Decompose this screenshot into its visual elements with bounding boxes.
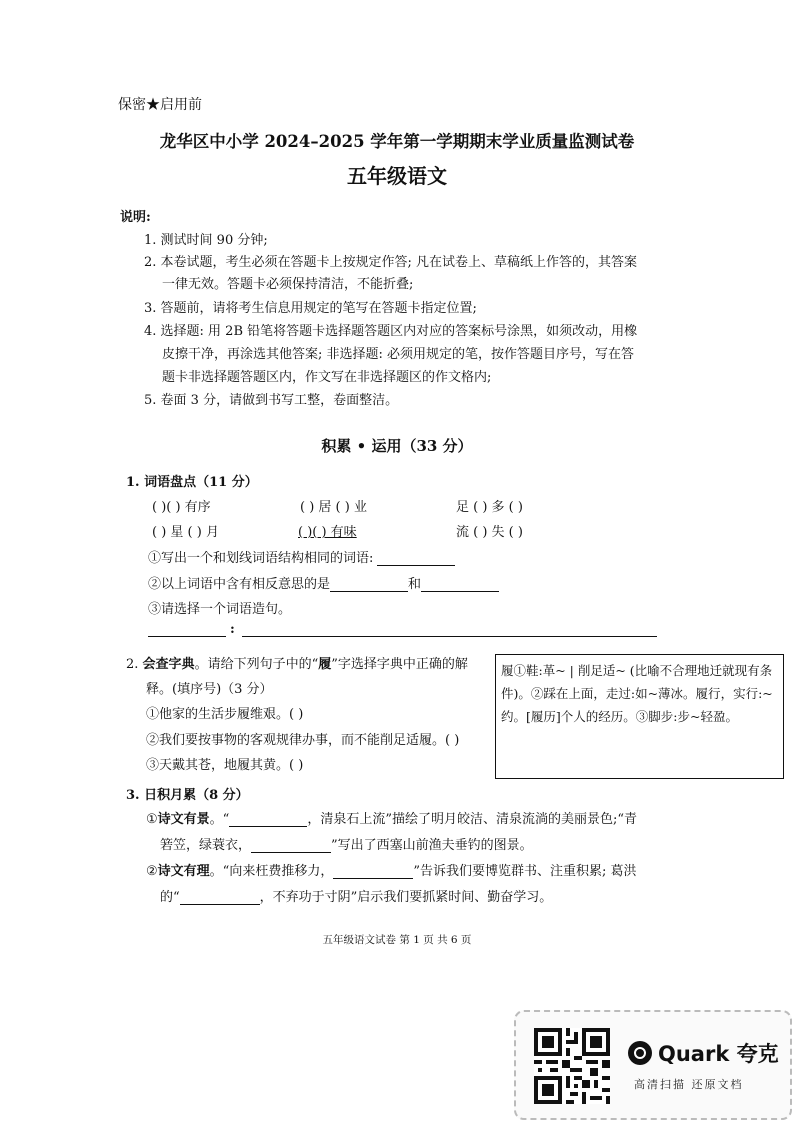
q3-text: ，清泉石上流”描绘了明月皎洁、清泉流淌的美丽景色;“青 — [307, 812, 638, 827]
q1-colon: : — [230, 622, 235, 637]
note-item: 2. 本卷试题，考生必须在答题卡上按规定作答; 凡在试卷上、草稿纸上作答的，其答案 — [144, 255, 638, 270]
q2-sentence: ③天戴其苍，地履其黄。( ) — [146, 758, 304, 773]
note-item: 1. 测试时间 90 分钟; — [144, 233, 268, 248]
note-item: 一律无效。答题卡必须保持清洁，不能折叠; — [162, 277, 414, 292]
q3-text: 。“ — [209, 812, 230, 827]
answer-line — [377, 551, 455, 566]
note-item: 5. 卷面 3 分，请做到书写工整，卷面整洁。 — [144, 393, 399, 408]
q2-sentence: ②我们要按事物的客观规律办事，而不能削足适履。( ) — [146, 733, 460, 748]
q2-char: 履 — [318, 657, 332, 672]
quark-brand: Quark 夸克 — [658, 1042, 779, 1066]
q1-sub1 — [148, 547, 455, 566]
answer-line — [333, 864, 413, 879]
q3-text: ”写出了西塞山前渔夫垂钓的图景。 — [331, 838, 533, 853]
q1-blank: 流 ( ) 失 ( ) — [456, 525, 523, 540]
q1-underlined-word: ( )( ) 有味 — [298, 525, 357, 540]
dictionary-box: 履①鞋:革~ | 削足适~ (比喻不合理地迁就现有条件)。②踩在上面，走过:如~薄冰。履行，实行:~约。[履历]个人的经历。③脚步:步~轻盈。 — [495, 654, 784, 779]
answer-line — [421, 577, 499, 592]
answer-line — [229, 812, 307, 827]
q1-sub1-text: ①写出一个和划线词语结构相同的词语: — [148, 551, 374, 566]
answer-line — [251, 838, 331, 853]
quark-watermark — [514, 1010, 792, 1120]
section-heading: 积累 • 运用（33 分） — [321, 437, 473, 455]
answer-line — [242, 636, 657, 637]
exam-title: 龙华区中小学 2024–2025 学年第一学期期末学业质量监测试卷 — [159, 132, 635, 151]
q1-sub2-text: ②以上词语中含有相反意思的是 — [148, 577, 331, 592]
answer-line — [330, 577, 408, 592]
quark-tagline: 高清扫描 还原文档 — [634, 1078, 744, 1091]
q1-sub2 — [148, 573, 499, 592]
q2-sentence: ①他家的生活步履维艰。( ) — [146, 707, 304, 722]
q1-blank: ( ) 星 ( ) 月 — [152, 525, 219, 540]
note-item: 皮擦干净，再涂选其他答案; 非选择题: 必须用规定的笔，按作答题目序号，写在答 — [162, 347, 635, 362]
q2-bold-label: 会查字典 — [142, 657, 195, 672]
q3-text: 的“ — [160, 890, 180, 905]
secret-label: 保密★启用前 — [118, 97, 202, 113]
q2-line2: 释。(填序号)（3 分） — [146, 682, 273, 697]
q1-blank: ( )( ) 有序 — [152, 500, 211, 515]
q3-b-label: 诗文有理 — [157, 864, 210, 879]
answer-line — [180, 890, 260, 905]
q2-text: 。请给下列句子中的“ — [194, 657, 319, 672]
notes-label: 说明: — [120, 210, 151, 225]
q3-text: ，不弃功于寸阴”启示我们要抓紧时间、勤奋学习。 — [259, 890, 553, 905]
q1-sub3: ③请选择一个词语造句。 — [148, 602, 292, 617]
q1-blank: ( ) 居 ( ) 业 — [300, 500, 367, 515]
q3-a-label: 诗文有景 — [157, 812, 210, 827]
note-item: 题卡非选择题答题区内，作文写在非选择题区的作文格内; — [162, 370, 492, 385]
q1-blank: 足 ( ) 多 ( ) — [456, 500, 523, 515]
q3-num: ① — [146, 812, 158, 827]
q3-b-line2 — [160, 886, 552, 905]
qr-code-icon — [534, 1028, 610, 1104]
quark-logo — [628, 1038, 779, 1068]
q3-a-line2 — [160, 834, 533, 853]
q1-sub2-and: 和 — [408, 577, 422, 592]
q3-title: 3. 日积月累（8 分） — [126, 788, 249, 803]
q3-text: ”告诉我们要博览群书、注重积累; 葛洪 — [413, 864, 637, 879]
q3-text: 。“向来枉费推移力， — [209, 864, 334, 879]
note-item: 4. 选择题: 用 2B 铅笔将答题卡选择题答题区内对应的答案标号涂黑，如须改动，用橡 — [144, 324, 638, 339]
q3-a-line1 — [146, 808, 637, 827]
q2-num: 2. — [126, 657, 143, 672]
exam-subtitle: 五年级语文 — [347, 164, 447, 188]
q2-title — [126, 653, 468, 672]
q3-text: 箬笠，绿蓑衣， — [160, 838, 252, 853]
q3-b-line1 — [146, 860, 637, 879]
q1-title: 1. 词语盘点（11 分） — [126, 475, 258, 490]
q3-num: ② — [146, 864, 158, 879]
quark-logo-icon — [628, 1041, 652, 1065]
answer-line — [148, 636, 226, 637]
q2-text: ”字选择字典中正确的解 — [331, 657, 468, 672]
page-footer: 五年级语文试卷 第 1 页 共 6 页 — [322, 934, 472, 946]
note-item: 3. 答题前，请将考生信息用规定的笔写在答题卡指定位置; — [144, 301, 477, 316]
